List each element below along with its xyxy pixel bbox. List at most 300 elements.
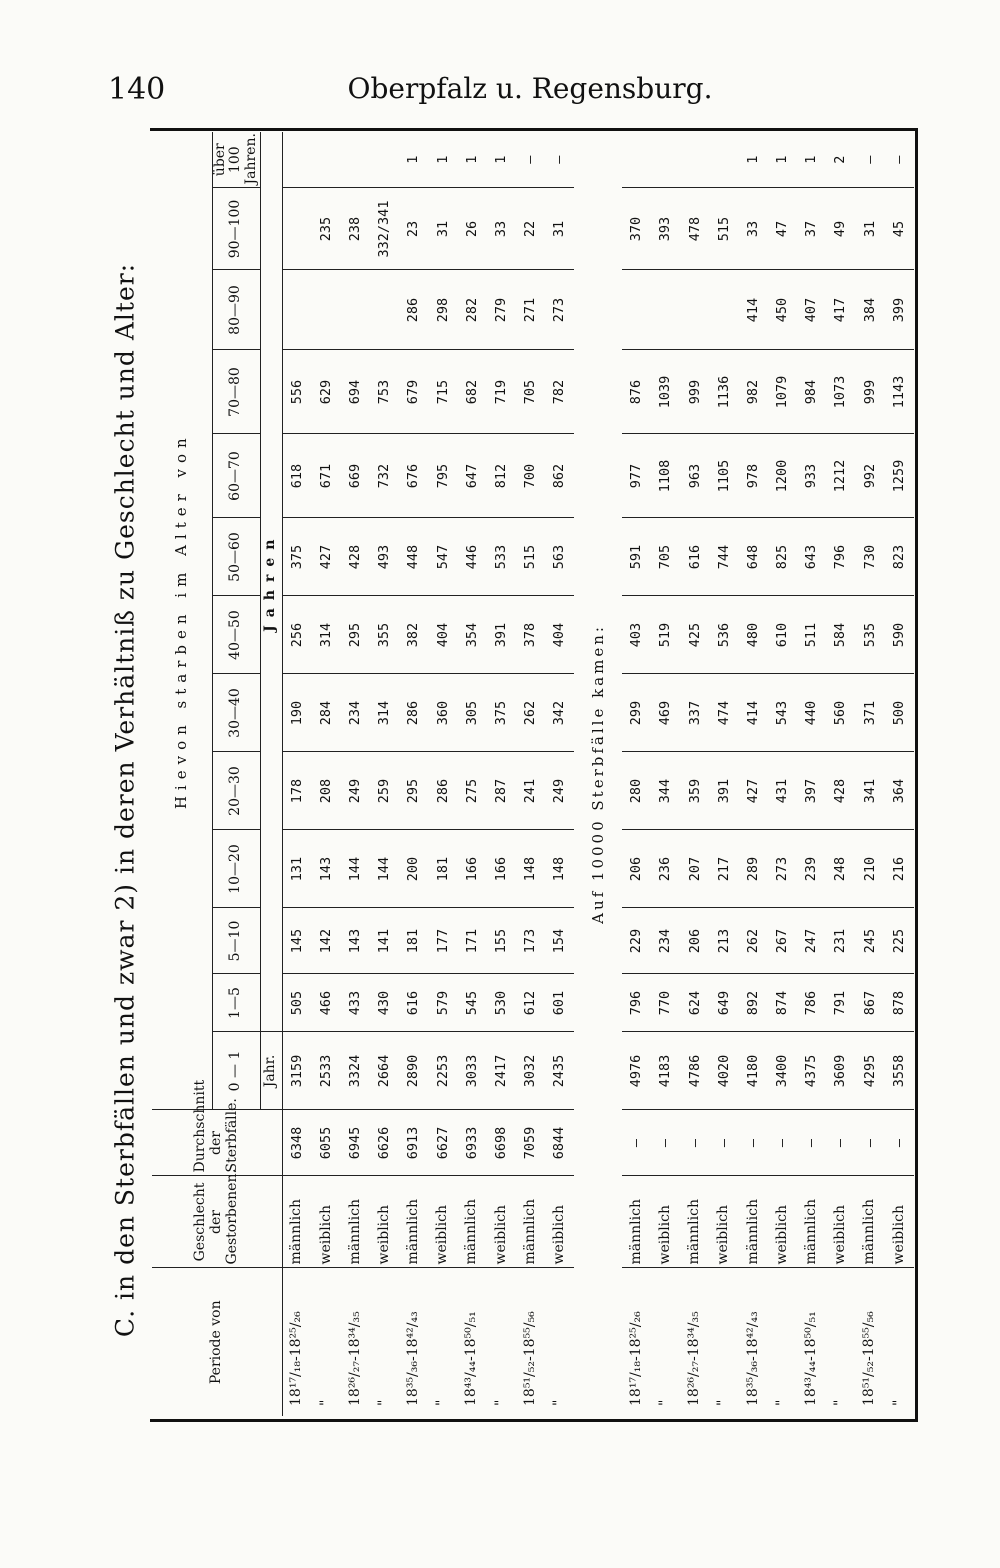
age-value-cell: 446 xyxy=(458,518,487,596)
age-value-cell: 23 xyxy=(399,188,428,270)
age-value-cell: 31 xyxy=(429,188,458,270)
age-value-cell: 876 xyxy=(622,350,651,434)
age-column-header: 50—60 xyxy=(212,518,260,596)
age-value-cell: 770 xyxy=(651,974,680,1032)
age-value-cell: 286 xyxy=(399,674,428,752)
age-value-cell xyxy=(622,270,651,350)
age-value-cell: 2417 xyxy=(487,1032,516,1110)
age-value-cell: 248 xyxy=(826,830,855,908)
table-row xyxy=(312,132,341,1416)
age-value-cell xyxy=(282,188,312,270)
age-value-cell: 563 xyxy=(545,518,574,596)
age-value-cell: 511 xyxy=(797,596,826,674)
period-cell: " xyxy=(317,1399,334,1406)
age-value-cell: 225 xyxy=(885,908,914,974)
age-value-cell: 239 xyxy=(797,830,826,908)
age-value-cell: 744 xyxy=(710,518,739,596)
sex-cell: männlich xyxy=(516,1176,545,1268)
age-value-cell: 474 xyxy=(710,674,739,752)
age-value-cell: 543 xyxy=(768,674,797,752)
age-value-cell: 753 xyxy=(370,350,399,434)
col-avg-header: Durchschnitt der Sterbfälle. xyxy=(152,1110,282,1176)
age-value-cell: 375 xyxy=(282,518,312,596)
age-value-cell: 535 xyxy=(856,596,885,674)
age-value-cell: 342 xyxy=(545,674,574,752)
average-cell: — xyxy=(768,1110,797,1176)
age-value-cell: 217 xyxy=(710,830,739,908)
age-value-cell: 705 xyxy=(516,350,545,434)
age-value-cell: 825 xyxy=(768,518,797,596)
age-value-cell: 2664 xyxy=(370,1032,399,1110)
age-value-cell: 1 xyxy=(739,132,768,188)
age-value-cell: 393 xyxy=(651,188,680,270)
age-value-cell: 425 xyxy=(681,596,710,674)
age-value-cell: 213 xyxy=(710,908,739,974)
age-value-cell: 359 xyxy=(681,752,710,830)
age-value-cell: 344 xyxy=(651,752,680,830)
age-value-cell: 262 xyxy=(739,908,768,974)
age-value-cell: 45 xyxy=(885,188,914,270)
age-column-header: 90—100 xyxy=(212,188,260,270)
table-row xyxy=(516,132,545,1416)
age-value-cell: 382 xyxy=(399,596,428,674)
average-cell: — xyxy=(651,1110,680,1176)
age-value-cell: 31 xyxy=(545,188,574,270)
average-cell: 6348 xyxy=(282,1110,312,1176)
age-value-cell: 47 xyxy=(768,188,797,270)
age-value-cell: 999 xyxy=(856,350,885,434)
age-value-cell: 287 xyxy=(487,752,516,830)
age-value-cell: 371 xyxy=(856,674,885,752)
age-value-cell: 49 xyxy=(826,188,855,270)
table-row xyxy=(341,132,370,1416)
average-cell: 6933 xyxy=(458,1110,487,1176)
sex-cell: männlich xyxy=(622,1176,651,1268)
age-value-cell: 530 xyxy=(487,974,516,1032)
age-value-cell: 262 xyxy=(516,674,545,752)
period-cell: " xyxy=(375,1399,392,1406)
age-value-cell: 3558 xyxy=(885,1032,914,1110)
average-cell: — xyxy=(885,1110,914,1176)
table-row xyxy=(885,132,914,1416)
table-row xyxy=(622,132,651,1416)
age-value-cell: 978 xyxy=(739,434,768,518)
age-value-cell: 238 xyxy=(341,188,370,270)
period-cell: " xyxy=(832,1399,849,1406)
age-value-cell: 234 xyxy=(651,908,680,974)
age-value-cell: 647 xyxy=(458,434,487,518)
age-column-header: 0 — 1 xyxy=(212,1032,260,1110)
age-value-cell: 612 xyxy=(516,974,545,1032)
sex-cell: männlich xyxy=(797,1176,826,1268)
age-value-cell: 241 xyxy=(516,752,545,830)
age-value-cell: 273 xyxy=(545,270,574,350)
table-row xyxy=(487,132,516,1416)
age-value-cell: 796 xyxy=(622,974,651,1032)
age-value-cell: 1 xyxy=(429,132,458,188)
age-value-cell: 3609 xyxy=(826,1032,855,1110)
age-value-cell: 33 xyxy=(739,188,768,270)
table-row xyxy=(710,132,739,1416)
age-value-cell: 1108 xyxy=(651,434,680,518)
age-column-header: über 100 Jahren. xyxy=(212,132,260,188)
age-value-cell: 207 xyxy=(681,830,710,908)
age-value-cell: 370 xyxy=(622,188,651,270)
age-value-cell xyxy=(651,132,680,188)
age-value-cell: 208 xyxy=(312,752,341,830)
age-value-cell: — xyxy=(856,132,885,188)
table-row xyxy=(856,132,885,1416)
age-value-cell: 601 xyxy=(545,974,574,1032)
age-value-cell: 862 xyxy=(545,434,574,518)
age-value-cell: 992 xyxy=(856,434,885,518)
section2-label: Auf 10000 Sterbfälle kamen: xyxy=(588,624,607,924)
age-value-cell: 384 xyxy=(856,270,885,350)
age-value-cell: 533 xyxy=(487,518,516,596)
age-value-cell: 397 xyxy=(797,752,826,830)
period-cell: 18²⁶/₂₇-18³⁴/₃₅ xyxy=(686,1311,703,1406)
age-value-cell: 275 xyxy=(458,752,487,830)
age-value-cell xyxy=(282,132,312,188)
age-value-cell: 279 xyxy=(487,270,516,350)
age-value-cell: 892 xyxy=(739,974,768,1032)
age-value-cell: 874 xyxy=(768,974,797,1032)
age-value-cell: 143 xyxy=(341,908,370,974)
average-cell: 6945 xyxy=(341,1110,370,1176)
age-value-cell: 210 xyxy=(856,830,885,908)
age-column-header: 20—30 xyxy=(212,752,260,830)
age-value-cell: 867 xyxy=(856,974,885,1032)
table-row xyxy=(768,132,797,1416)
sex-cell: weiblich xyxy=(545,1176,574,1268)
age-column-header: 30—40 xyxy=(212,674,260,752)
age-value-cell: 878 xyxy=(885,974,914,1032)
table-row xyxy=(651,132,680,1416)
age-value-cell: 417 xyxy=(826,270,855,350)
age-value-cell: 3400 xyxy=(768,1032,797,1110)
age-value-cell: 963 xyxy=(681,434,710,518)
age-value-cell: 154 xyxy=(545,908,574,974)
age-value-cell: 142 xyxy=(312,908,341,974)
sex-cell: weiblich xyxy=(768,1176,797,1268)
age-value-cell: 286 xyxy=(429,752,458,830)
age-value-cell: 399 xyxy=(885,270,914,350)
age-value-cell: 624 xyxy=(681,974,710,1032)
age-value-cell: 1039 xyxy=(651,350,680,434)
age-value-cell: 404 xyxy=(429,596,458,674)
age-value-cell: 610 xyxy=(768,596,797,674)
age-value-cell: 2435 xyxy=(545,1032,574,1110)
age-value-cell: 231 xyxy=(826,908,855,974)
age-value-cell xyxy=(341,132,370,188)
age-value-cell: 629 xyxy=(312,350,341,434)
period-cell: 18⁵¹/₅₂-18⁵⁵/₅₆ xyxy=(861,1311,878,1406)
sex-cell: männlich xyxy=(399,1176,428,1268)
age-value-cell: 332/341 xyxy=(370,188,399,270)
age-value-cell: 2533 xyxy=(312,1032,341,1110)
age-value-cell: 178 xyxy=(282,752,312,830)
age-value-cell: 505 xyxy=(282,974,312,1032)
table-row xyxy=(545,132,574,1416)
age-value-cell: 200 xyxy=(399,830,428,908)
average-cell: — xyxy=(710,1110,739,1176)
age-value-cell: 280 xyxy=(622,752,651,830)
age-value-cell: 3324 xyxy=(341,1032,370,1110)
age-value-cell: 4020 xyxy=(710,1032,739,1110)
average-cell: 6626 xyxy=(370,1110,399,1176)
age-value-cell: 155 xyxy=(487,908,516,974)
table-row xyxy=(399,132,428,1416)
age-value-cell xyxy=(651,270,680,350)
age-value-cell: 190 xyxy=(282,674,312,752)
table-row xyxy=(370,132,399,1416)
age-value-cell: 148 xyxy=(545,830,574,908)
age-value-cell: 414 xyxy=(739,674,768,752)
age-value-cell: 2890 xyxy=(399,1032,428,1110)
age-value-cell: 1073 xyxy=(826,350,855,434)
average-cell: — xyxy=(739,1110,768,1176)
age-group-header: Hievon starben im Alter von xyxy=(152,132,212,1110)
jahren-label: Jahren xyxy=(260,132,282,1032)
age-value-cell: 823 xyxy=(885,518,914,596)
age-value-cell: 705 xyxy=(651,518,680,596)
age-value-cell: 676 xyxy=(399,434,428,518)
age-value-cell: 3159 xyxy=(282,1032,312,1110)
age-value-cell: 143 xyxy=(312,830,341,908)
age-value-cell xyxy=(681,270,710,350)
mortality-table-rotated xyxy=(152,132,914,1416)
age-value-cell: 4180 xyxy=(739,1032,768,1110)
period-cell: 18⁴³/₄₄-18⁵⁰/₅₁ xyxy=(463,1311,480,1406)
average-cell: 6698 xyxy=(487,1110,516,1176)
mortality-table-frame xyxy=(150,128,918,1422)
age-value-cell: 298 xyxy=(429,270,458,350)
age-value-cell: 536 xyxy=(710,596,739,674)
age-value-cell: 273 xyxy=(768,830,797,908)
period-cell: 18¹⁷/₁₈-18²⁵/₂₆ xyxy=(627,1311,644,1406)
age-value-cell: 560 xyxy=(826,674,855,752)
age-value-cell: 144 xyxy=(341,830,370,908)
sex-cell: weiblich xyxy=(651,1176,680,1268)
age-value-cell: 732 xyxy=(370,434,399,518)
age-value-cell: 984 xyxy=(797,350,826,434)
age-value-cell: 4295 xyxy=(856,1032,885,1110)
age-value-cell: 545 xyxy=(458,974,487,1032)
age-value-cell: 3032 xyxy=(516,1032,545,1110)
age-value-cell: 982 xyxy=(739,350,768,434)
sex-cell: weiblich xyxy=(710,1176,739,1268)
age-value-cell: 249 xyxy=(341,752,370,830)
age-value-cell: 314 xyxy=(370,674,399,752)
average-cell: — xyxy=(826,1110,855,1176)
age-value-cell: 355 xyxy=(370,596,399,674)
period-cell: 18¹⁷/₁₈-18²⁵/₂₆ xyxy=(288,1311,305,1406)
age-value-cell: 579 xyxy=(429,974,458,1032)
age-value-cell: 493 xyxy=(370,518,399,596)
age-value-cell: 33 xyxy=(487,188,516,270)
age-value-cell: 556 xyxy=(282,350,312,434)
period-cell: 18³⁵/₃₆-18⁴²/₄₃ xyxy=(405,1311,422,1406)
age-value-cell: 391 xyxy=(710,752,739,830)
age-value-cell: 694 xyxy=(341,350,370,434)
age-value-cell: 671 xyxy=(312,434,341,518)
age-value-cell: 166 xyxy=(487,830,516,908)
sex-cell: weiblich xyxy=(312,1176,341,1268)
page-number: 140 xyxy=(108,72,166,107)
age-value-cell: 3033 xyxy=(458,1032,487,1110)
age-value-cell: 791 xyxy=(826,974,855,1032)
age-value-cell: 591 xyxy=(622,518,651,596)
age-value-cell: 2253 xyxy=(429,1032,458,1110)
age-value-cell: 360 xyxy=(429,674,458,752)
period-cell: " xyxy=(551,1399,567,1406)
age-value-cell: 295 xyxy=(341,596,370,674)
age-value-cell: 256 xyxy=(282,596,312,674)
age-value-cell: 648 xyxy=(739,518,768,596)
age-value-cell: 314 xyxy=(312,596,341,674)
period-cell: " xyxy=(434,1399,451,1406)
age-value-cell: 433 xyxy=(341,974,370,1032)
average-cell: — xyxy=(622,1110,651,1176)
table-row xyxy=(458,132,487,1416)
age-value-cell: 933 xyxy=(797,434,826,518)
age-value-cell: 478 xyxy=(681,188,710,270)
age-value-cell xyxy=(681,132,710,188)
age-value-cell xyxy=(341,270,370,350)
age-value-cell: 148 xyxy=(516,830,545,908)
period-cell: " xyxy=(890,1399,907,1406)
age-value-cell: 286 xyxy=(399,270,428,350)
age-column-header: 5—10 xyxy=(212,908,260,974)
age-value-cell: 669 xyxy=(341,434,370,518)
age-value-cell: 515 xyxy=(516,518,545,596)
age-value-cell: 427 xyxy=(312,518,341,596)
age-value-cell: 245 xyxy=(856,908,885,974)
age-value-cell: 337 xyxy=(681,674,710,752)
age-value-cell: 469 xyxy=(651,674,680,752)
age-value-cell: — xyxy=(545,132,574,188)
period-cell: " xyxy=(715,1399,732,1406)
age-value-cell: 1 xyxy=(399,132,428,188)
sex-cell: männlich xyxy=(282,1176,312,1268)
age-value-cell: 181 xyxy=(399,908,428,974)
age-value-cell xyxy=(370,270,399,350)
sex-cell: männlich xyxy=(739,1176,768,1268)
age-column-header: 1—5 xyxy=(212,974,260,1032)
age-value-cell: 166 xyxy=(458,830,487,908)
average-cell: 7059 xyxy=(516,1110,545,1176)
age-value-cell: 404 xyxy=(545,596,574,674)
sex-cell: weiblich xyxy=(826,1176,855,1268)
age-value-cell: 4183 xyxy=(651,1032,680,1110)
age-value-cell: 584 xyxy=(826,596,855,674)
age-value-cell: 431 xyxy=(768,752,797,830)
age-column-header: 60—70 xyxy=(212,434,260,518)
age-value-cell: 618 xyxy=(282,434,312,518)
sex-cell: männlich xyxy=(856,1176,885,1268)
age-value-cell: 235 xyxy=(312,188,341,270)
average-cell: 6913 xyxy=(399,1110,428,1176)
age-value-cell: 229 xyxy=(622,908,651,974)
age-value-cell xyxy=(312,132,341,188)
age-value-cell: 649 xyxy=(710,974,739,1032)
age-value-cell: 1143 xyxy=(885,350,914,434)
period-cell: " xyxy=(773,1399,790,1406)
age-value-cell: 719 xyxy=(487,350,516,434)
age-value-cell: 679 xyxy=(399,350,428,434)
age-value-cell: 267 xyxy=(768,908,797,974)
table-row xyxy=(739,132,768,1416)
table-caption: C. in den Sterbfällen und zwar 2) in deren Verhältniß zu Geschlecht und Alter: xyxy=(110,262,140,1338)
age-value-cell: 407 xyxy=(797,270,826,350)
age-value-cell: 782 xyxy=(545,350,574,434)
table-row xyxy=(681,132,710,1416)
age-value-cell: 428 xyxy=(341,518,370,596)
age-value-cell: 1136 xyxy=(710,350,739,434)
col-period-header: Periode von xyxy=(152,1268,282,1416)
age-value-cell: 295 xyxy=(399,752,428,830)
age-value-cell: 271 xyxy=(516,270,545,350)
age-value-cell: 26 xyxy=(458,188,487,270)
age-column-header: 70—80 xyxy=(212,350,260,434)
age-value-cell: 131 xyxy=(282,830,312,908)
age-value-cell: 37 xyxy=(797,188,826,270)
age-value-cell: 1 xyxy=(768,132,797,188)
running-header: Oberpfalz u. Regensburg. xyxy=(347,72,713,105)
average-cell: — xyxy=(856,1110,885,1176)
age-value-cell: 590 xyxy=(885,596,914,674)
age-value-cell: 414 xyxy=(739,270,768,350)
age-value-cell xyxy=(282,270,312,350)
age-value-cell: 812 xyxy=(487,434,516,518)
age-value-cell: 999 xyxy=(681,350,710,434)
age-value-cell: 1 xyxy=(487,132,516,188)
age-value-cell xyxy=(312,270,341,350)
average-cell: — xyxy=(797,1110,826,1176)
age-value-cell: 500 xyxy=(885,674,914,752)
age-value-cell: 22 xyxy=(516,188,545,270)
age-value-cell: 466 xyxy=(312,974,341,1032)
age-value-cell: 4976 xyxy=(622,1032,651,1110)
age-value-cell: 2 xyxy=(826,132,855,188)
period-cell: " xyxy=(657,1399,674,1406)
age-value-cell xyxy=(710,132,739,188)
age-value-cell: 515 xyxy=(710,188,739,270)
age-value-cell xyxy=(622,132,651,188)
age-value-cell: 796 xyxy=(826,518,855,596)
table-row xyxy=(429,132,458,1416)
age-value-cell: 354 xyxy=(458,596,487,674)
period-cell: 18²⁶/₂₇-18³⁴/₃₅ xyxy=(346,1311,363,1406)
age-unit-label: Jahr. xyxy=(260,1032,282,1110)
age-value-cell: 480 xyxy=(739,596,768,674)
age-value-cell: 1105 xyxy=(710,434,739,518)
age-value-cell: 259 xyxy=(370,752,399,830)
period-cell: 18⁴³/₄₄-18⁵⁰/₅₁ xyxy=(802,1311,819,1406)
period-cell: 18³⁵/₃₆-18⁴²/₄₃ xyxy=(744,1311,761,1406)
age-value-cell: 1200 xyxy=(768,434,797,518)
age-value-cell: 4375 xyxy=(797,1032,826,1110)
age-value-cell: 519 xyxy=(651,596,680,674)
col-sex-header: Geschlecht der Gestorbenen. xyxy=(152,1176,282,1268)
age-value-cell: 450 xyxy=(768,270,797,350)
sex-cell: männlich xyxy=(458,1176,487,1268)
age-value-cell: 427 xyxy=(739,752,768,830)
age-value-cell: 289 xyxy=(739,830,768,908)
age-value-cell xyxy=(710,270,739,350)
age-value-cell: 448 xyxy=(399,518,428,596)
sex-cell: weiblich xyxy=(429,1176,458,1268)
